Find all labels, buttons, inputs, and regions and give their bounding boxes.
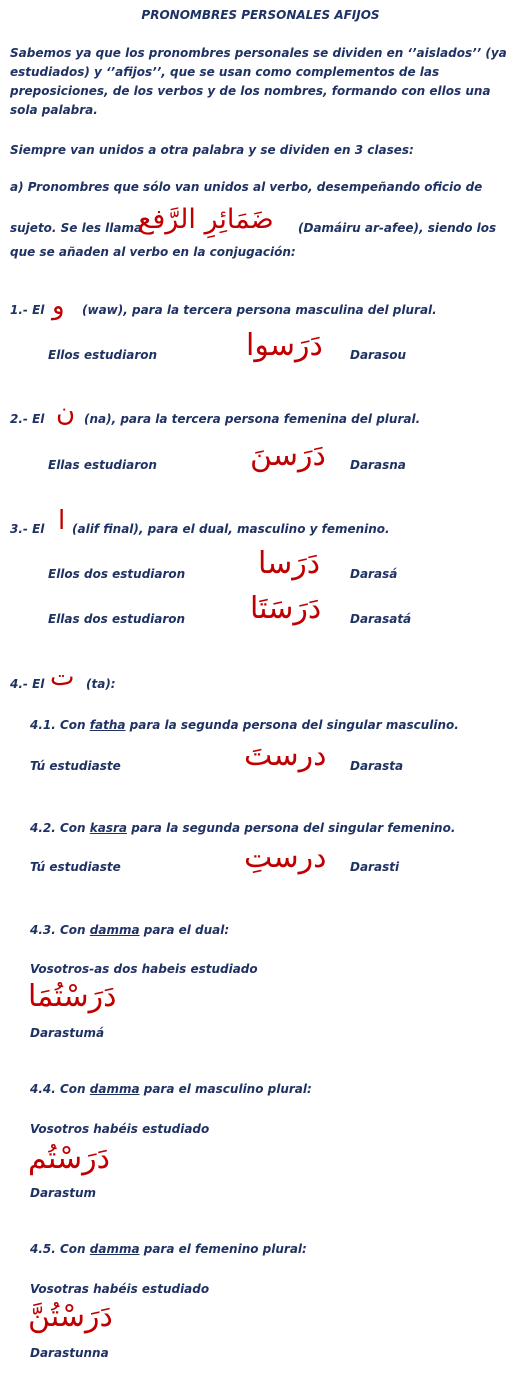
item-1-num: 1.- El [10, 303, 45, 317]
plural-example-3-tr: Darastunna [30, 1346, 109, 1360]
example-2-es: Ellas estudiaron [48, 458, 157, 472]
example-5-tr: Darasta [350, 759, 404, 773]
damma-term: damma [89, 1082, 140, 1096]
item-2-desc: (na), para la tercera persona femenina del plural. [84, 412, 421, 426]
example-2-tr: Darasna [350, 458, 406, 472]
kasra-term: kasra [89, 821, 128, 835]
page-title: PRONOMBRES PERSONALES AFIJOS [141, 8, 380, 22]
section-a-pre: sujeto. Se les llama [10, 221, 143, 235]
subsection-4-2: 4.2. Con kasra para la segunda persona del singular femenino. [30, 821, 456, 835]
subsection-4-5: 4.5. Con damma para el femenino plural: [30, 1242, 307, 1256]
example-5-ar: درستَ [244, 738, 327, 773]
item-1-desc: (waw), para la tercera persona masculina del plural. [82, 303, 437, 317]
plural-example-1-ar: دَرَسْتُمَا [28, 979, 117, 1014]
example-2-ar: دَرَسنَ [250, 438, 326, 473]
item-4-num: 4.- El [10, 677, 45, 691]
example-3-es: Ellos dos estudiaron [48, 567, 186, 581]
item-4-letter: ت [50, 662, 75, 692]
example-1-tr: Darasou [350, 348, 407, 362]
example-3-tr: Darasá [350, 567, 398, 581]
example-4-tr: Darasatá [350, 612, 412, 626]
example-1-es: Ellos estudiaron [48, 348, 158, 362]
example-4-es: Ellas dos estudiaron [48, 612, 186, 626]
subsection-4-4: 4.4. Con damma para el masculino plural: [30, 1082, 312, 1096]
example-6-es: Tú estudiaste [30, 860, 121, 874]
classes-line: Siempre van unidos a otra palabra y se dividen en 3 clases: [10, 143, 414, 157]
section-a-line3: que se añaden al verbo en la conjugación: [10, 245, 296, 259]
damairu-arabic: ضَمَائِرِ الرَّفع [138, 204, 274, 235]
item-3-num: 3.- El [10, 522, 45, 536]
example-4-ar: دَرَسَتَا [250, 591, 322, 626]
subsection-4-3: 4.3. Con damma para el dual: [30, 923, 230, 937]
example-1-ar: دَرَسوا [246, 328, 323, 363]
plural-example-1-tr: Darastumá [30, 1026, 105, 1040]
plural-example-2-es: Vosotros habéis estudiado [30, 1122, 210, 1136]
example-5-es: Tú estudiaste [30, 759, 121, 773]
subsection-4-1: 4.1. Con fatha para la segunda persona del singular masculino. [30, 718, 459, 732]
damma-term: damma [89, 923, 140, 937]
example-6-ar: درستِ [244, 840, 327, 875]
damma-term: damma [89, 1242, 140, 1256]
fatha-term: fatha [89, 718, 126, 732]
item-3-desc: (alif final), para el dual, masculino y femenino. [72, 522, 390, 536]
item-3-letter: ا [58, 506, 66, 536]
example-6-tr: Darasti [350, 860, 400, 874]
section-a-post: (Damáiru ar-afee), siendo los [298, 221, 497, 235]
section-a-line1: a) Pronombres que sólo van unidos al verbo, desempeñando oficio de [10, 180, 483, 194]
example-3-ar: دَرَسا [258, 546, 321, 581]
plural-example-1-es: Vosotros-as dos habeis estudiado [30, 962, 258, 976]
item-2-letter: ن [56, 398, 76, 428]
item-2-num: 2.- El [10, 412, 45, 426]
intro-paragraph: Sabemos ya que los pronombres personales se dividen en ‘’aislados’’ (ya estudiados) y ‘’afijos’’, que se usan como complementos de las preposiciones, de los verbos y de los nombres, formando con ellos una sola palabra. [10, 46, 507, 117]
item-1-letter: و [52, 291, 65, 321]
plural-example-2-tr: Darastum [30, 1186, 96, 1200]
item-4-desc: (ta): [86, 677, 116, 691]
plural-example-3-ar: دَرَسْتُنَّ [28, 1299, 113, 1334]
plural-example-2-ar: دَرَسْتُم [28, 1141, 111, 1176]
plural-example-3-es: Vosotras habéis estudiado [30, 1282, 210, 1296]
